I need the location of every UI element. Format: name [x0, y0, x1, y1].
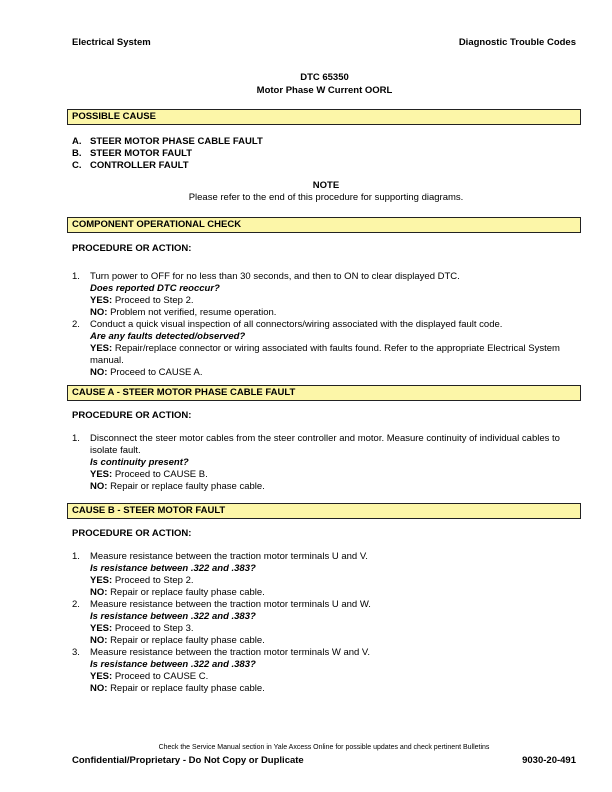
no-label: NO: [90, 307, 108, 318]
yes-label: YES: [90, 343, 113, 354]
yes-text: Proceed to Step 3. [114, 623, 194, 634]
no-label: NO: [90, 481, 108, 492]
yes-line [90, 295, 580, 307]
no-label: NO: [90, 635, 108, 646]
procedure-heading: PROCEDURE OR ACTION: [72, 528, 192, 539]
step-number: 3. [72, 647, 80, 658]
cause-letter: B. [72, 148, 82, 159]
cause-item [72, 160, 580, 172]
no-text: Problem not verified, resume operation. [110, 307, 277, 318]
no-text: Proceed to CAUSE A. [110, 367, 203, 378]
header-section-name: Electrical System [72, 37, 151, 48]
possible-cause-list [72, 136, 580, 172]
yes-label: YES: [90, 671, 113, 682]
step-text: Conduct a quick visual inspection of all connectors/wiring associated with the displayed fault code. [90, 319, 503, 330]
step-question: Is continuity present? [90, 457, 189, 468]
section-header-component-check: COMPONENT OPERATIONAL CHECK [67, 217, 581, 233]
procedure-steps [72, 551, 580, 695]
cause-letter: C. [72, 160, 82, 171]
procedure-steps [72, 433, 580, 493]
section-header-cause-b: CAUSE B - STEER MOTOR FAULT [67, 503, 581, 519]
step-question: Are any faults detected/observed? [90, 331, 246, 342]
note-block [72, 180, 580, 204]
step-number: 2. [72, 599, 80, 610]
step-number: 1. [72, 433, 80, 444]
procedure-step [72, 551, 580, 599]
no-text: Repair or replace faulty phase cable. [110, 481, 265, 492]
yes-text: Proceed to Step 2. [114, 295, 194, 306]
no-line [90, 307, 580, 319]
cause-text: CONTROLLER FAULT [90, 160, 189, 171]
step-question: Is resistance between .322 and .383? [90, 659, 256, 670]
step-text: Disconnect the steer motor cables from the steer controller and motor. Measure continuity of individual cables to isolate fault. [90, 433, 560, 456]
cause-b-body [72, 528, 580, 695]
note-text: Please refer to the end of this procedure for supporting diagrams. [188, 192, 464, 203]
header-chapter-name: Diagnostic Trouble Codes [458, 37, 576, 48]
step-text: Measure resistance between the traction motor terminals W and V. [90, 647, 371, 658]
no-line [90, 683, 580, 695]
no-line [90, 367, 580, 379]
no-text: Repair or replace faulty phase cable. [110, 683, 265, 694]
yes-label: YES: [90, 469, 113, 480]
procedure-step [72, 271, 580, 319]
section-header-possible-cause: POSSIBLE CAUSE [67, 109, 581, 125]
step-question: Is resistance between .322 and .383? [90, 611, 256, 622]
step-text: Measure resistance between the traction motor terminals U and W. [90, 599, 371, 610]
no-label: NO: [90, 587, 108, 598]
cause-a-body [72, 410, 580, 493]
procedure-heading: PROCEDURE OR ACTION: [72, 243, 192, 254]
yes-line [90, 671, 580, 683]
no-text: Repair or replace faulty phase cable. [110, 587, 265, 598]
procedure-heading: PROCEDURE OR ACTION: [72, 410, 192, 421]
step-number: 1. [72, 551, 80, 562]
procedure-step [72, 319, 580, 379]
no-line [90, 635, 580, 647]
yes-line [90, 575, 580, 587]
yes-text: Proceed to CAUSE C. [114, 671, 209, 682]
yes-text: Proceed to Step 2. [114, 575, 194, 586]
no-label: NO: [90, 367, 108, 378]
dtc-name: Motor Phase W Current OORL [256, 85, 393, 96]
yes-text: Repair/replace connector or wiring associated with faults found. Refer to the appropriate Electrical System manual. [90, 343, 560, 366]
cause-letter: A. [72, 136, 82, 147]
no-line [90, 481, 580, 493]
step-question: Does reported DTC reoccur? [90, 283, 220, 294]
step-text: Measure resistance between the traction motor terminals U and V. [90, 551, 368, 562]
yes-line [90, 469, 580, 481]
page-title [72, 71, 577, 97]
cause-text: STEER MOTOR PHASE CABLE FAULT [90, 136, 263, 147]
cause-item [72, 136, 580, 148]
dtc-code: DTC 65350 [300, 72, 349, 83]
footer-page-number: 9030-20-491 [522, 755, 576, 766]
step-number: 2. [72, 319, 80, 330]
footer-confidential: Confidential/Proprietary - Do Not Copy or Duplicate [72, 755, 304, 766]
note-title: NOTE [312, 180, 340, 191]
footer-note: Check the Service Manual section in Yale Axcess Online for possible updates and check pertinent Bulletins [158, 744, 490, 751]
cause-text: STEER MOTOR FAULT [90, 148, 193, 159]
yes-label: YES: [90, 575, 113, 586]
cause-item [72, 148, 580, 160]
no-label: NO: [90, 683, 108, 694]
no-line [90, 587, 580, 599]
yes-line [90, 623, 580, 635]
procedure-step [72, 647, 580, 695]
section-header-cause-a: CAUSE A - STEER MOTOR PHASE CABLE FAULT [67, 385, 581, 401]
step-text: Turn power to OFF for no less than 30 seconds, and then to ON to clear displayed DTC. [90, 271, 460, 282]
yes-label: YES: [90, 295, 113, 306]
step-question: Is resistance between .322 and .383? [90, 563, 256, 574]
step-number: 1. [72, 271, 80, 282]
yes-text: Proceed to CAUSE B. [114, 469, 208, 480]
yes-label: YES: [90, 623, 113, 634]
procedure-steps [72, 271, 580, 379]
procedure-step [72, 433, 580, 493]
no-text: Repair or replace faulty phase cable. [110, 635, 265, 646]
component-check-body [72, 243, 580, 379]
yes-line [90, 343, 580, 367]
procedure-step [72, 599, 580, 647]
